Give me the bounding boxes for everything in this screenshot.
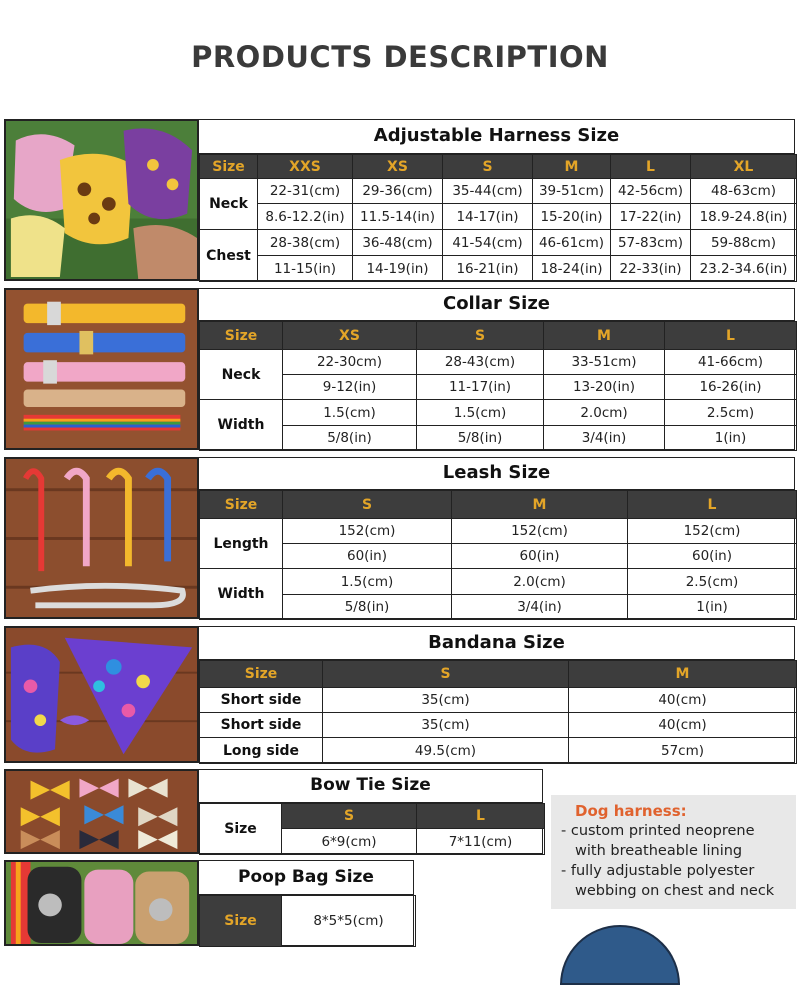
collar-neck-label: Neck xyxy=(200,350,283,400)
collar-width-cm: 1.5(cm) xyxy=(283,400,417,426)
note-line: - fully adjustable polyester xyxy=(561,863,755,879)
collar-width-cm: 2.5cm) xyxy=(665,400,797,426)
note-line: with breatheable lining xyxy=(575,843,743,859)
bandana-size-s: S xyxy=(323,661,569,688)
harness-neck-in: 18.9-24.8(in) xyxy=(691,204,797,230)
poop-bag-size-label: Size xyxy=(200,896,282,947)
harness-chest-in: 14-19(in) xyxy=(353,256,443,282)
leash-size-label: Size xyxy=(200,491,283,519)
note-line: - custom printed neoprene xyxy=(561,823,755,839)
leash-title: Leash Size xyxy=(199,458,794,490)
decorative-circle xyxy=(560,925,680,985)
collar-width-in: 5/8(in) xyxy=(283,426,417,451)
harness-table xyxy=(199,154,797,282)
collar-neck-cm: 22-30cm) xyxy=(283,350,417,375)
harness-chest-in: 16-21(in) xyxy=(443,256,533,282)
bandana-row-label: Long side xyxy=(200,738,323,764)
harness-chest-cm: 57-83cm) xyxy=(611,230,691,256)
collar-width-in: 5/8(in) xyxy=(417,426,544,451)
bandana-row-label: Short side xyxy=(200,688,323,713)
bandana-photo xyxy=(4,626,199,763)
poop-bag-value: 8*5*5(cm) xyxy=(282,896,416,947)
harness-size-xxs: XXS xyxy=(258,155,353,179)
collar-size-m: M xyxy=(544,322,665,350)
harness-neck-cm: 48-63cm) xyxy=(691,179,797,204)
collar-width-label: Width xyxy=(200,400,283,451)
leash-length-in: 60(in) xyxy=(283,544,452,569)
poop-bag-photo xyxy=(4,860,199,946)
note-line: webbing on chest and neck xyxy=(575,883,775,899)
leash-width-label: Width xyxy=(200,569,283,620)
harness-neck-cm: 35-44(cm) xyxy=(443,179,533,204)
bandana-size-block xyxy=(198,626,795,763)
bandana-cell: 49.5(cm) xyxy=(323,738,569,764)
leash-width-in: 3/4(in) xyxy=(452,595,628,620)
leash-length-in: 60(in) xyxy=(628,544,797,569)
harness-chest-in: 22-33(in) xyxy=(611,256,691,282)
bowtie-size-l: L xyxy=(417,804,545,829)
harness-neck-in: 15-20(in) xyxy=(533,204,611,230)
bandana-size-label: Size xyxy=(200,661,323,688)
leash-length-cm: 152(cm) xyxy=(283,519,452,544)
collar-neck-cm: 28-43(cm) xyxy=(417,350,544,375)
poop-bag-title: Poop Bag Size xyxy=(199,861,413,895)
bowtie-photo xyxy=(4,769,199,854)
harness-title: Adjustable Harness Size xyxy=(199,120,794,154)
leash-table xyxy=(199,490,797,620)
collar-size-s: S xyxy=(417,322,544,350)
leash-length-label: Length xyxy=(200,519,283,569)
bowtie-size-block xyxy=(198,769,543,854)
harness-chest-cm: 41-54(cm) xyxy=(443,230,533,256)
harness-neck-in: 14-17(in) xyxy=(443,204,533,230)
bandana-cell: 40(cm) xyxy=(569,713,797,738)
leash-width-in: 5/8(in) xyxy=(283,595,452,620)
harness-photo xyxy=(4,119,199,281)
collar-table xyxy=(199,321,797,451)
harness-neck-in: 8.6-12.2(in) xyxy=(258,204,353,230)
harness-chest-in: 11-15(in) xyxy=(258,256,353,282)
poop-bag-size-block xyxy=(198,860,414,946)
collar-neck-in: 13-20(in) xyxy=(544,375,665,400)
harness-neck-label: Neck xyxy=(200,179,258,230)
bandana-size-m: M xyxy=(569,661,797,688)
bowtie-size-s: S xyxy=(282,804,417,829)
poop-bag-table xyxy=(199,895,416,947)
collar-photo xyxy=(4,288,199,450)
bandana-table xyxy=(199,660,797,764)
collar-neck-cm: 33-51cm) xyxy=(544,350,665,375)
bowtie-value-l: 7*11(cm) xyxy=(417,829,545,855)
bowtie-title: Bow Tie Size xyxy=(199,770,542,803)
collar-width-cm: 1.5(cm) xyxy=(417,400,544,426)
note-title: Dog harness: xyxy=(575,802,687,820)
collar-width-in: 3/4(in) xyxy=(544,426,665,451)
collar-size-block xyxy=(198,288,795,450)
bandana-cell: 35(cm) xyxy=(323,688,569,713)
harness-chest-cm: 28-38(cm) xyxy=(258,230,353,256)
leash-photo xyxy=(4,457,199,619)
harness-neck-in: 17-22(in) xyxy=(611,204,691,230)
leash-width-cm: 2.5(cm) xyxy=(628,569,797,595)
collar-neck-in: 11-17(in) xyxy=(417,375,544,400)
harness-size-m: M xyxy=(533,155,611,179)
harness-chest-cm: 36-48(cm) xyxy=(353,230,443,256)
harness-neck-cm: 22-31(cm) xyxy=(258,179,353,204)
bandana-title: Bandana Size xyxy=(199,627,794,660)
collar-size-xs: XS xyxy=(283,322,417,350)
bandana-cell: 40(cm) xyxy=(569,688,797,713)
harness-chest-cm: 59-88cm) xyxy=(691,230,797,256)
harness-neck-cm: 29-36(cm) xyxy=(353,179,443,204)
leash-length-in: 60(in) xyxy=(452,544,628,569)
harness-size-xs: XS xyxy=(353,155,443,179)
collar-title: Collar Size xyxy=(199,289,794,321)
harness-chest-label: Chest xyxy=(200,230,258,282)
collar-size-l: L xyxy=(665,322,797,350)
harness-neck-cm: 42-56cm) xyxy=(611,179,691,204)
harness-size-xl: XL xyxy=(691,155,797,179)
collar-width-cm: 2.0cm) xyxy=(544,400,665,426)
collar-neck-cm: 41-66cm) xyxy=(665,350,797,375)
harness-chest-in: 23.2-34.6(in) xyxy=(691,256,797,282)
leash-size-s: S xyxy=(283,491,452,519)
harness-neck-cm: 39-51cm) xyxy=(533,179,611,204)
leash-size-block xyxy=(198,457,795,619)
bandana-row-label: Short side xyxy=(200,713,323,738)
bowtie-size-label: Size xyxy=(200,804,282,855)
page-title: PRODUCTS DESCRIPTION xyxy=(191,40,609,74)
leash-width-cm: 1.5(cm) xyxy=(283,569,452,595)
harness-size-label: Size xyxy=(200,155,258,179)
harness-chest-in: 18-24(in) xyxy=(533,256,611,282)
bandana-cell: 57cm) xyxy=(569,738,797,764)
leash-length-cm: 152(cm) xyxy=(452,519,628,544)
harness-size-s: S xyxy=(443,155,533,179)
collar-size-label: Size xyxy=(200,322,283,350)
harness-neck-in: 11.5-14(in) xyxy=(353,204,443,230)
leash-size-l: L xyxy=(628,491,797,519)
collar-neck-in: 9-12(in) xyxy=(283,375,417,400)
collar-width-in: 1(in) xyxy=(665,426,797,451)
bowtie-value-s: 6*9(cm) xyxy=(282,829,417,855)
leash-size-m: M xyxy=(452,491,628,519)
bandana-cell: 35(cm) xyxy=(323,713,569,738)
harness-chest-cm: 46-61cm) xyxy=(533,230,611,256)
leash-width-in: 1(in) xyxy=(628,595,797,620)
leash-length-cm: 152(cm) xyxy=(628,519,797,544)
leash-width-cm: 2.0(cm) xyxy=(452,569,628,595)
harness-size-block xyxy=(198,119,795,281)
bowtie-table xyxy=(199,803,545,855)
dog-harness-note xyxy=(551,795,796,909)
collar-neck-in: 16-26(in) xyxy=(665,375,797,400)
harness-size-l: L xyxy=(611,155,691,179)
